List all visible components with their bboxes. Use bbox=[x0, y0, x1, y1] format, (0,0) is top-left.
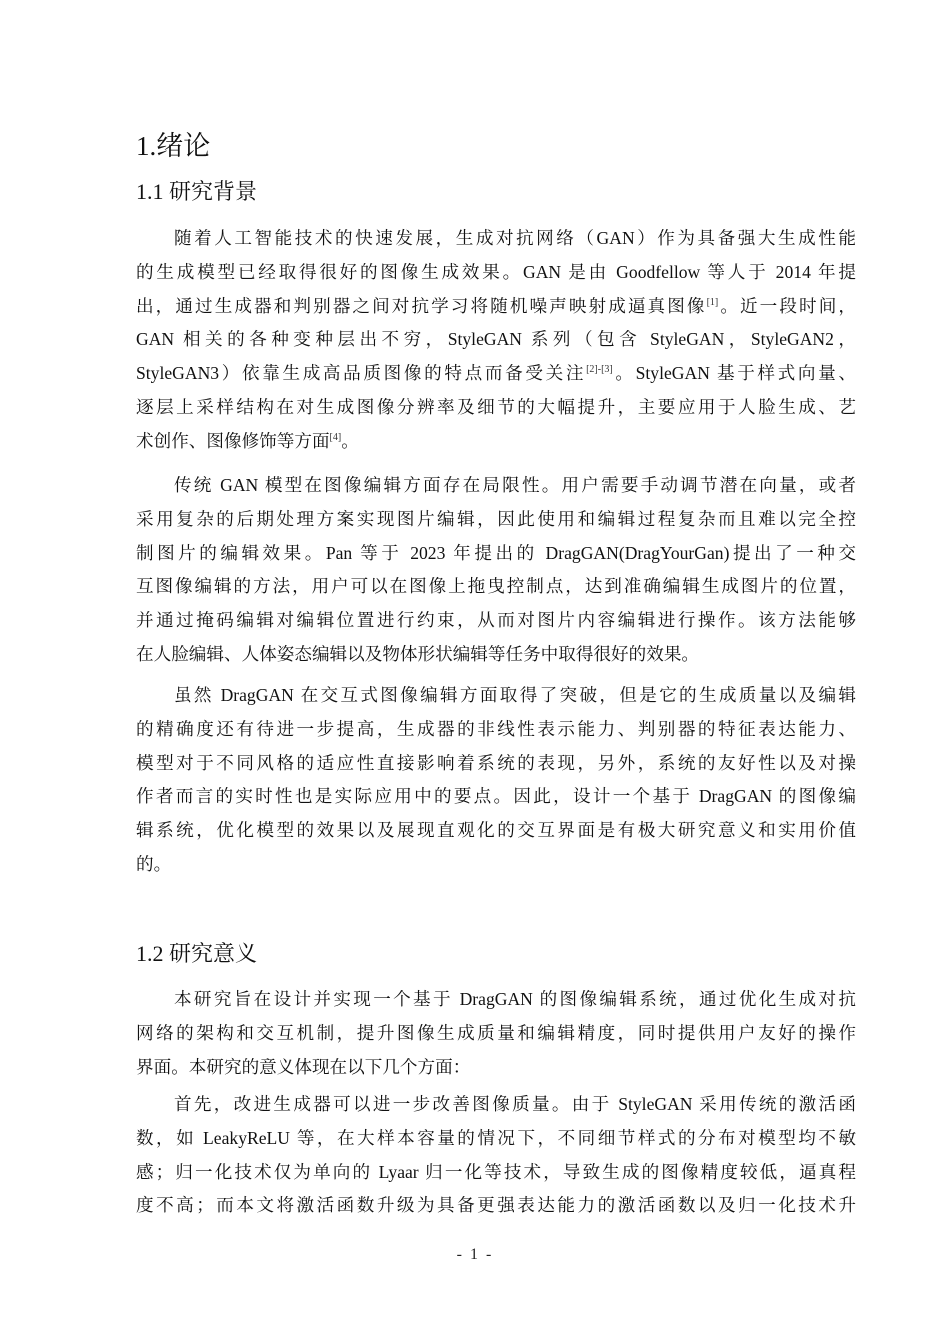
text-line: 的精确度还有待进一步提高，生成器的非线性表示能力、判别器的特征表达能力、 bbox=[136, 718, 856, 739]
text-line: 传统 GAN 模型在图像编辑方面存在局限性。用户需要手动调节潜在向量，或者 bbox=[174, 475, 856, 495]
text-line: 采用复杂的后期处理方案实现图片编辑，因此使用和编辑过程复杂而且难以完全控 bbox=[136, 508, 856, 529]
paragraph-background-2 bbox=[136, 469, 856, 672]
text-line: 互图像编辑的方法，用户可以在图像上拖曳控制点，达到准确编辑生成图片的位置， bbox=[136, 576, 856, 597]
text-line: 的。 bbox=[136, 853, 172, 874]
text-run: 。近一段时间， bbox=[718, 295, 856, 316]
text-line: 感；归一化技术仅为单向的 Lyaar 归一化等技术，导致生成的图像精度较低，逼真程 bbox=[136, 1161, 856, 1182]
text-run: 。StyleGAN 基于样式向量、 bbox=[612, 363, 856, 384]
text-line: 逐层上采样结构在对生成图像分辨率及细节的大幅提升，主要应用于人脸生成、艺 bbox=[136, 396, 856, 417]
citation: [1] bbox=[706, 296, 719, 308]
text-line: 的生成模型已经取得很好的图像生成效果。GAN 是由 Goodfellow 等人于 2014 年提 bbox=[136, 261, 856, 282]
text-run: StyleGAN3）依靠生成高品质图像的特点而备受关注 bbox=[136, 363, 587, 384]
text-line: 在人脸编辑、人体姿态编辑以及物体形状编辑等任务中取得很好的效果。 bbox=[136, 643, 700, 664]
text-line: 辑系统，优化模型的效果以及展现直观化的交互界面是有极大研究意义和实用价值 bbox=[136, 820, 856, 841]
text-line: 网络的架构和交互机制，提升图像生成质量和编辑精度，同时提供用户友好的操作 bbox=[136, 1022, 856, 1043]
text-line: GAN 相关的各种变种层出不穷，StyleGAN 系列（包含 StyleGAN，StyleGAN2， bbox=[136, 329, 856, 350]
chapter-title: 1.绪论 bbox=[136, 131, 211, 161]
paragraph-background-1 bbox=[136, 222, 856, 459]
paragraph-significance-2 bbox=[136, 1088, 856, 1223]
page-number: - 1 - bbox=[456, 1246, 494, 1263]
text-line: 本研究旨在设计并实现一个基于 DragGAN 的图像编辑系统，通过优化生成对抗 bbox=[174, 989, 856, 1009]
text-line: 数，如 LeakyReLU 等，在大样本容量的情况下，不同细节样式的分布对模型均不敏 bbox=[136, 1127, 856, 1148]
citation: [2]-[3] bbox=[586, 364, 613, 376]
section-heading-significance: 1.2 研究意义 bbox=[136, 941, 258, 966]
text-run: 术创作、图像修饰等方面 bbox=[136, 430, 330, 451]
text-line: 制图片的编辑效果。Pan 等于 2023 年提出的 DragGAN(DragYourGan)提出了一种交 bbox=[136, 542, 856, 563]
citation: [4] bbox=[329, 431, 342, 443]
paragraph-background-3 bbox=[136, 679, 856, 882]
text-line: 模型对于不同风格的适应性直接影响着系统的表现，另外，系统的友好性以及对操 bbox=[136, 752, 856, 773]
text-line: 作者而言的实时性也是实际应用中的要点。因此，设计一个基于 DragGAN 的图像编 bbox=[136, 786, 856, 807]
text-line bbox=[136, 357, 856, 391]
text-line: 虽然 DragGAN 在交互式图像编辑方面取得了突破，但是它的生成质量以及编辑 bbox=[174, 685, 856, 705]
section-heading-background: 1.1 研究背景 bbox=[136, 179, 258, 204]
text-line bbox=[136, 425, 856, 459]
text-run: 出，通过生成器和判别器之间对抗学习将随机噪声映射成逼真图像 bbox=[136, 295, 707, 316]
text-run: 。 bbox=[341, 430, 359, 451]
text-line: 度不高；而本文将激活函数升级为具备更强表达能力的激活函数以及归一化技术升 bbox=[136, 1195, 856, 1216]
paragraph-significance-1 bbox=[136, 983, 856, 1084]
text-line: 界面。本研究的意义体现在以下几个方面： bbox=[136, 1056, 471, 1077]
text-line bbox=[136, 290, 856, 324]
text-line: 并通过掩码编辑对编辑位置进行约束，从而对图片内容编辑进行操作。该方法能够 bbox=[136, 610, 856, 631]
text-line: 随着人工智能技术的快速发展，生成对抗网络（GAN）作为具备强大生成性能 bbox=[174, 228, 856, 248]
text-line: 首先，改进生成器可以进一步改善图像质量。由于 StyleGAN 采用传统的激活函 bbox=[174, 1094, 856, 1114]
